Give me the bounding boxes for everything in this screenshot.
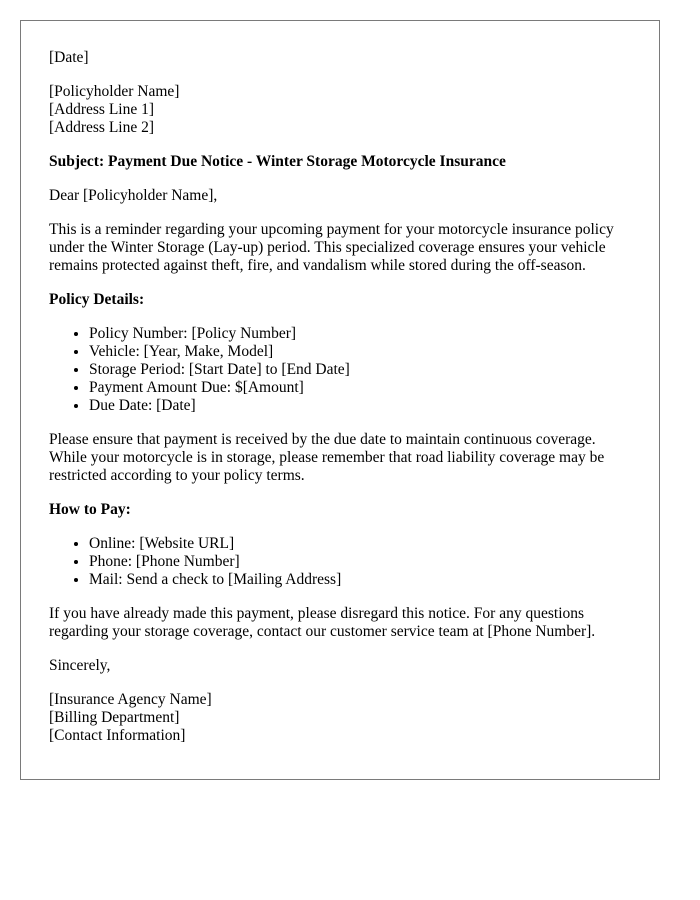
subject-line	[49, 153, 631, 171]
coverage-note-paragraph: Please ensure that payment is received by the due date to maintain continuous coverage. While your motorcycle is in storage, please remember that road liability coverage may be restricted according to your policy terms.	[49, 431, 605, 484]
sender-department: [Billing Department]	[49, 709, 180, 726]
policy-details-list	[49, 325, 631, 415]
how-to-pay-heading	[49, 501, 631, 519]
intro-paragraph: This is a reminder regarding your upcoming payment for your motorcycle insurance policy under the Winter Storage (Lay-up) period. This specialized coverage ensures your vehicle remains protected against theft, fire, and vandalism while stored during the off-season.	[49, 221, 614, 274]
recipient-name: [Policyholder Name]	[49, 83, 180, 100]
recipient-address	[49, 83, 631, 137]
recipient-address-line-2: [Address Line 2]	[49, 119, 155, 136]
salutation: Dear [Policyholder Name],	[49, 187, 218, 204]
list-item: • Online: [Website URL]	[89, 535, 631, 553]
sender-contact: [Contact Information]	[49, 727, 186, 744]
recipient-address-line-1: [Address Line 1]	[49, 101, 155, 118]
closing-paragraph: If you have already made this payment, please disregard this notice. For any questions regarding your storage coverage, contact our customer service team at [Phone Number].	[49, 605, 596, 640]
list-item: • Phone: [Phone Number]	[89, 553, 631, 571]
sender-block	[49, 691, 631, 745]
how-to-pay-list	[49, 535, 631, 589]
list-item: • Policy Number: [Policy Number]	[89, 325, 631, 343]
list-item: • Mail: Send a check to [Mailing Address]	[89, 571, 631, 589]
signoff: Sincerely,	[49, 657, 111, 674]
policy-details-heading-text: Policy Details:	[49, 291, 145, 308]
subject-text: Subject: Payment Due Notice - Winter Storage Motorcycle Insurance	[49, 153, 506, 170]
letter	[20, 20, 660, 780]
list-item: • Payment Amount Due: $[Amount]	[89, 379, 631, 397]
sender-agency: [Insurance Agency Name]	[49, 691, 212, 708]
list-item: • Vehicle: [Year, Make, Model]	[89, 343, 631, 361]
how-to-pay-heading-text: How to Pay:	[49, 501, 131, 518]
list-item: • Storage Period: [Start Date] to [End Date]	[89, 361, 631, 379]
list-item: • Due Date: [Date]	[89, 397, 631, 415]
letter-date: [Date]	[49, 49, 89, 66]
policy-details-heading	[49, 291, 631, 309]
